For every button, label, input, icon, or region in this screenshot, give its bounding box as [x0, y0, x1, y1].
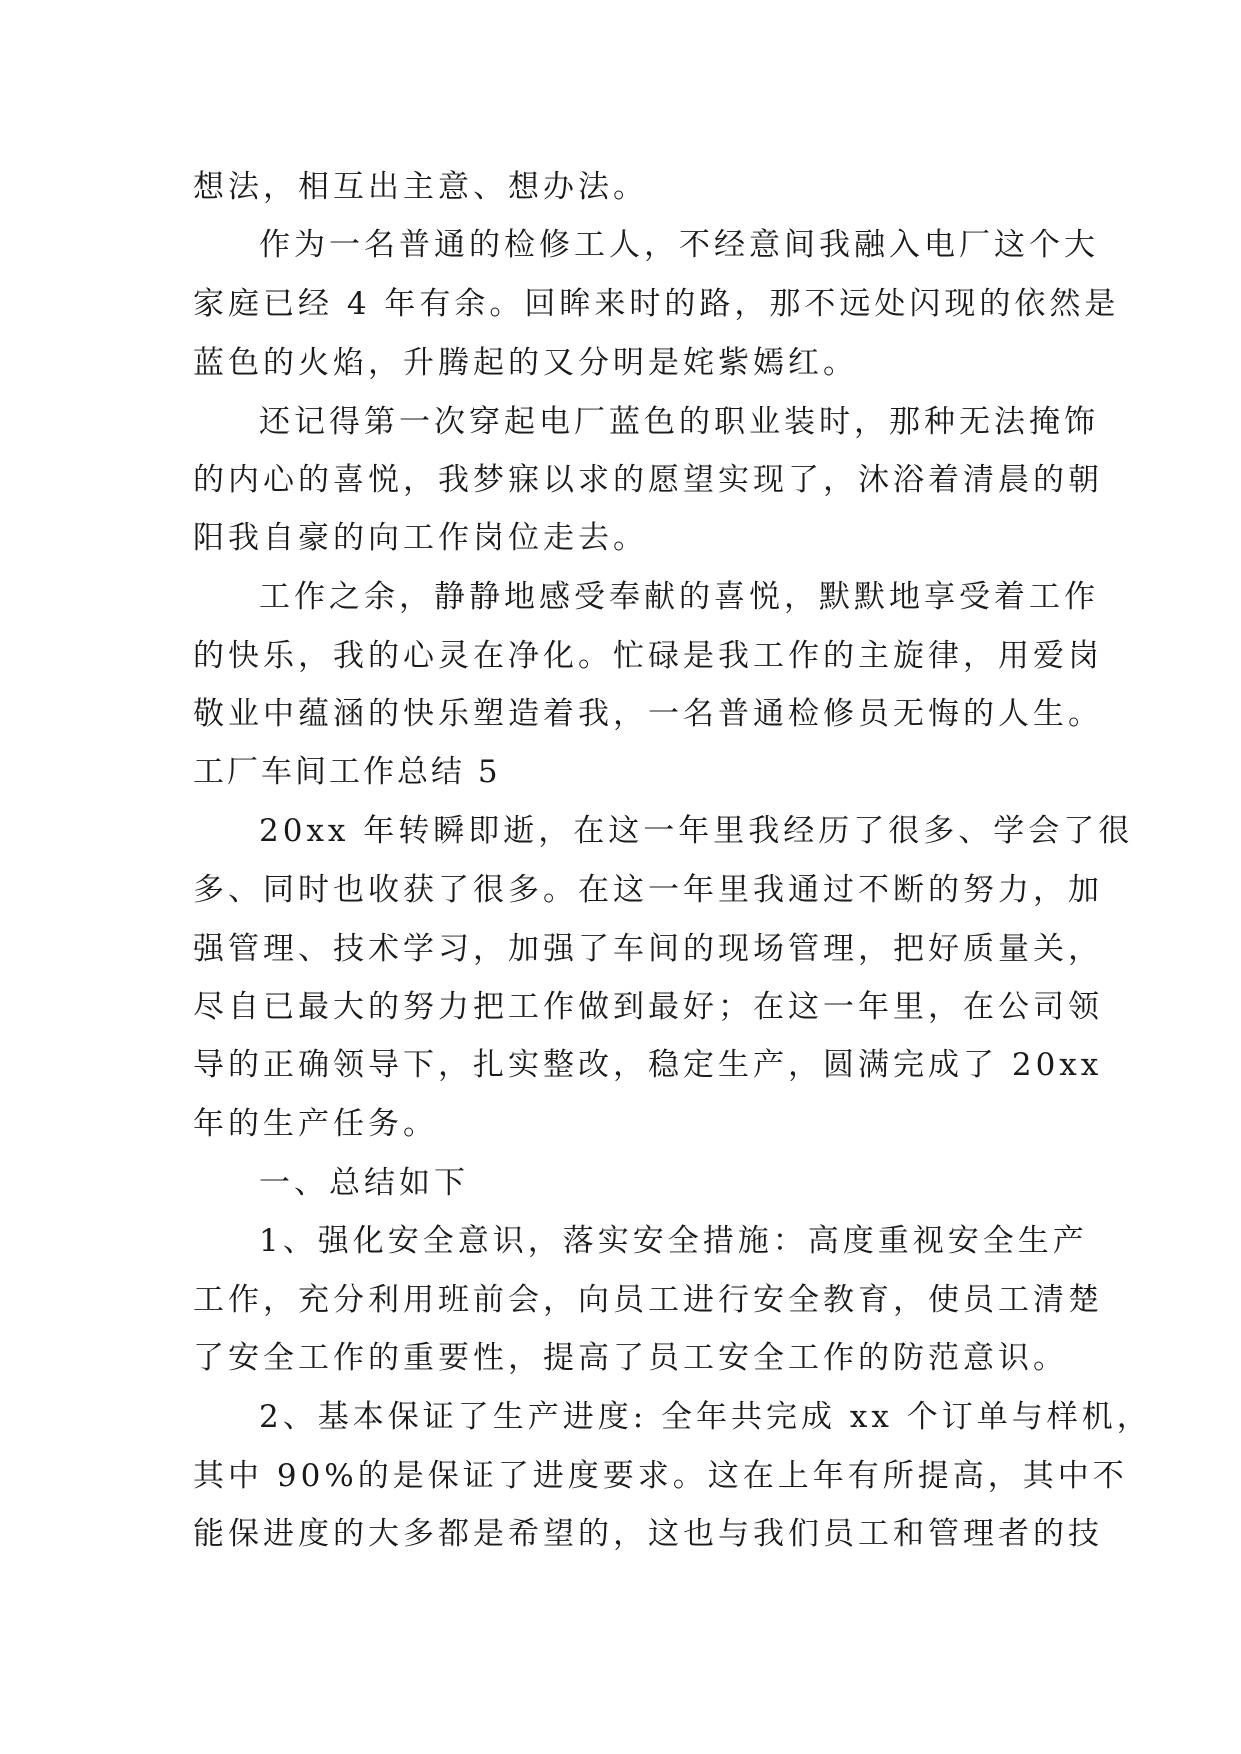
- paragraph-line: 想法，相互出主意、想办法。: [193, 169, 648, 205]
- paragraph-line: 能保进度的大多都是希望的，这也与我们员工和管理者的技: [193, 1516, 1103, 1552]
- paragraph-line: 20xx 年转瞬即逝，在这一年里我经历了很多、学会了很: [259, 813, 1134, 849]
- paragraph-line: 年的生产任务。: [193, 1106, 438, 1142]
- paragraph-line: 家庭已经 4 年有余。回眸来时的路，那不远处闪现的依然是: [193, 286, 1120, 322]
- paragraph-line: 其中 90%的是保证了进度要求。这在上年有所提高，其中不: [193, 1458, 1128, 1494]
- paragraph-line: 蓝色的火焰，升腾起的又分明是姹紫嫣红。: [193, 345, 858, 381]
- paragraph-line: 的快乐，我的心灵在净化。忙碌是我工作的主旋律，用爱岗: [193, 638, 1103, 674]
- paragraph-line: 尽自已最大的努力把工作做到最好；在这一年里，在公司领: [193, 989, 1103, 1025]
- paragraph-line: 1、强化安全意识，落实安全措施：高度重视安全生产: [259, 1223, 1088, 1259]
- paragraph-line: 阳我自豪的向工作岗位走去。: [193, 520, 648, 556]
- paragraph-line: 还记得第一次穿起电厂蓝色的职业装时，那种无法掩饰: [259, 404, 1099, 440]
- paragraph-line: 敬业中蕴涵的快乐塑造着我，一名普通检修员无悔的人生。: [193, 696, 1103, 732]
- paragraph-line: 多、同时也收获了很多。在这一年里我通过不断的努力，加: [193, 872, 1103, 908]
- paragraph-line: 2、基本保证了生产进度: 全年共完成 xx 个订单与样机，: [259, 1399, 1152, 1435]
- paragraph-line: 导的正确领导下，扎实整改，稳定生产，圆满完成了 20xx: [193, 1047, 1103, 1083]
- paragraph-line: 了安全工作的重要性，提高了员工安全工作的防范意识。: [193, 1340, 1068, 1376]
- section-heading: 工厂车间工作总结 5: [193, 754, 501, 790]
- paragraph-line: 工作之余，静静地感受奉献的喜悦，默默地享受着工作: [259, 579, 1099, 615]
- paragraph-line: 作为一名普通的检修工人，不经意间我融入电厂这个大: [259, 227, 1099, 263]
- subsection-heading: 一、总结如下: [259, 1165, 469, 1201]
- paragraph-line: 强管理、技术学习，加强了车间的现场管理，把好质量关，: [193, 931, 1103, 967]
- paragraph-line: 工作，充分利用班前会，向员工进行安全教育，使员工清楚: [193, 1282, 1103, 1318]
- paragraph-line: 的内心的喜悦，我梦寐以求的愿望实现了，沐浴着清晨的朝: [193, 462, 1103, 498]
